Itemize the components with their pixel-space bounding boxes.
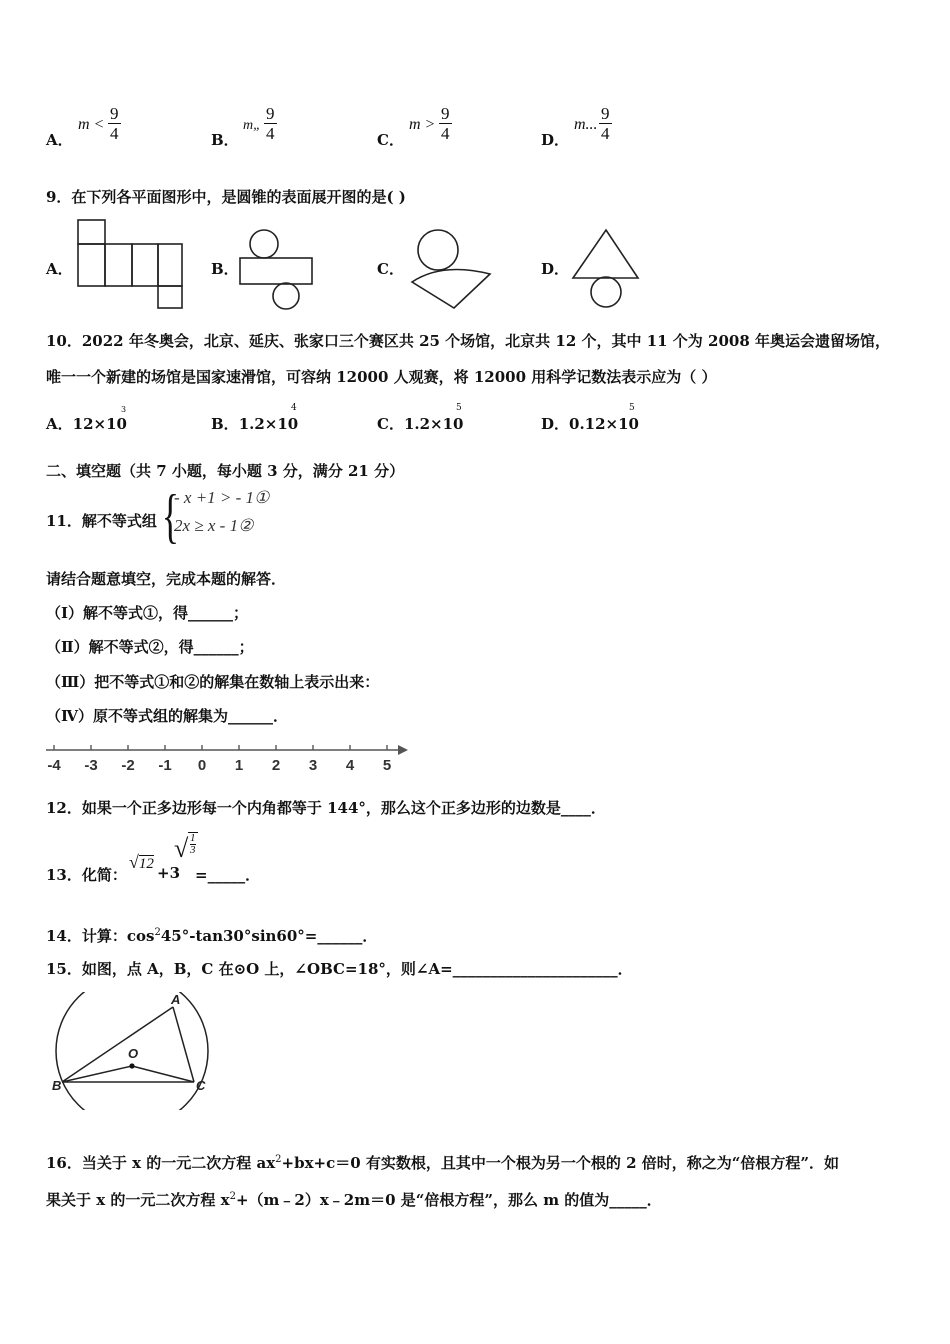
q10-d-label: D． (541, 415, 570, 433)
q10-option-a (46, 405, 127, 434)
q10-b-exp: 4 (291, 403, 297, 413)
q8-b-expr: m„ (243, 118, 261, 133)
q9-d-figure (568, 226, 644, 312)
q9-question: 9．在下列各平面图形中，是圆锥的表面展开图的是( ) (46, 188, 406, 206)
q13-plus: +3 (157, 864, 181, 882)
q11-number-line (42, 738, 414, 776)
axis-tick-label: 1 (234, 757, 244, 774)
q10-b-label: B． (211, 415, 239, 433)
q9-d-label: D． (541, 260, 570, 278)
q16-line2: 果关于 x 的一元二次方程 $x^2+(m﹣2)x﹣2m=0$ 是“倍根方程”，那么 m 的值为_____． (46, 1191, 662, 1209)
q15-radius-oc (132, 1066, 194, 1082)
q8-c-expr: m > (409, 116, 436, 133)
q16-line1: 16．当关于 x 的一元二次方程 $ax^2+bx+c=0$ 有实数根，且其中一个根为另一个根的 2 倍时，称之为“倍根方程”．如 (46, 1154, 840, 1172)
q15-chord-ab (62, 1007, 173, 1082)
axis-tick-label: -2 (121, 757, 135, 774)
q15-center-dot (129, 1063, 134, 1068)
axis-tick-label: -3 (84, 757, 98, 774)
axis-tick-label: 4 (345, 757, 355, 774)
q10-a-base: 12×10 (72, 415, 127, 433)
q8-a-label: A． (46, 131, 73, 149)
q10-option-b (211, 403, 299, 434)
q8-c-frac: $\frac{9}{4}$ (441, 104, 450, 143)
q8-b-frac: $\frac{9}{4}$ (266, 104, 275, 143)
q11-ineq1: - x +1 > - 1① (174, 488, 270, 507)
q10-d-exp: 5 (629, 403, 635, 413)
q10-b-base: 1.2×10 (238, 415, 299, 433)
q13-rad1-value: 12 (138, 856, 154, 872)
q15-label-o: O (128, 1046, 139, 1061)
q10-line2: 唯一一个新建的场馆是国家速滑馆，可容纳 12000 人观赛，将 12000 用科学记数法表示应为（ ） (46, 368, 717, 386)
q8-a-frac: $\frac{9}{4}$ (110, 104, 119, 143)
q11-ineq2: 2x ≥ x - 1② (174, 516, 254, 535)
q11-step2: （Ⅱ）解不等式②，得______； (46, 638, 254, 656)
q15-radius-ob (62, 1066, 132, 1082)
section2-title: 二、填空题（共 7 小题，每小题 3 分，满分 21 分） (46, 462, 405, 480)
q11-prefix: 11．解不等式组 (46, 512, 157, 530)
q15-chord-ac (173, 1007, 194, 1082)
q9-c-figure (402, 226, 498, 314)
q14-prefix: 14．计算：cos (46, 927, 155, 945)
q11-brace: { (161, 483, 180, 549)
q9-b-label: B． (211, 260, 239, 278)
q12-text: 12．如果一个正多边形每一个内角都等于 144°，那么这个正多边形的边数是____． (46, 799, 606, 817)
q11-step3: （Ⅲ）把不等式①和②的解集在数轴上表示出来： (46, 673, 380, 691)
q9-c-label: C． (377, 260, 404, 278)
q8-d-label: D． (541, 131, 570, 149)
axis-tick-label: 2 (271, 757, 281, 774)
axis-tick-label: 0 (197, 757, 207, 774)
q15-text: 15．如图，点 A，B，C 在⊙O 上，∠OBC=18°，则∠A=______________________． (46, 960, 633, 978)
axis-tick-label: -1 (158, 757, 172, 774)
q13-prefix: 13．化简： (46, 866, 127, 884)
q8-c-label: C． (377, 131, 404, 149)
q10-a-exp: 3 (121, 405, 127, 414)
q15-label-a: A (171, 992, 181, 1007)
q14-text (46, 925, 377, 946)
q14-sup: 2 (154, 927, 161, 938)
q11-step1: （Ⅰ）解不等式①，得______； (46, 604, 249, 622)
axis-tick-label: 5 (382, 757, 392, 774)
q10-option-d (541, 403, 639, 434)
q10-line1: 10．2022 年冬奥会，北京、延庆、张家口三个赛区共 25 个场馆，北京共 12 个，其中 11 个为 2008 年奥运会遗留场馆， (46, 332, 890, 350)
q10-a-label: A． (46, 415, 73, 433)
q11-intro: 请结合题意填空，完成本题的解答． (46, 570, 287, 588)
q10-c-label: C． (377, 415, 404, 433)
q10-c-base: 1.2×10 (403, 415, 464, 433)
q9-b-figure (236, 226, 316, 312)
q15-figure (48, 992, 218, 1110)
q8-a-expr: m < (78, 116, 105, 133)
axis-tick-label: -4 (47, 757, 61, 774)
q8-d-expr: m... (574, 116, 598, 133)
q14-suffix: 45°-tan30°sin60°=______． (160, 927, 378, 945)
axis-tick-label: 3 (308, 757, 318, 774)
q15-label-b: B (52, 1078, 62, 1093)
q13-rad2-frac: 1 3 (190, 832, 196, 856)
q13-rad2: √ 1 3 (174, 832, 196, 863)
q15-label-c: C (196, 1078, 206, 1093)
q8-b-label: B． (211, 131, 239, 149)
q9-a-label: A． (46, 260, 73, 278)
q11-step4: （Ⅳ）原不等式组的解集为______． (46, 707, 289, 725)
q9-a-figure (74, 216, 186, 312)
q8-d-frac: $\frac{9}{4}$ (601, 104, 610, 143)
q10-d-base: 0.12×10 (569, 415, 639, 433)
q10-c-exp: 5 (456, 403, 462, 413)
q13-suffix: =_____． (195, 866, 261, 884)
q13-rad1: √12 (129, 852, 154, 872)
q10-option-c (377, 403, 464, 434)
